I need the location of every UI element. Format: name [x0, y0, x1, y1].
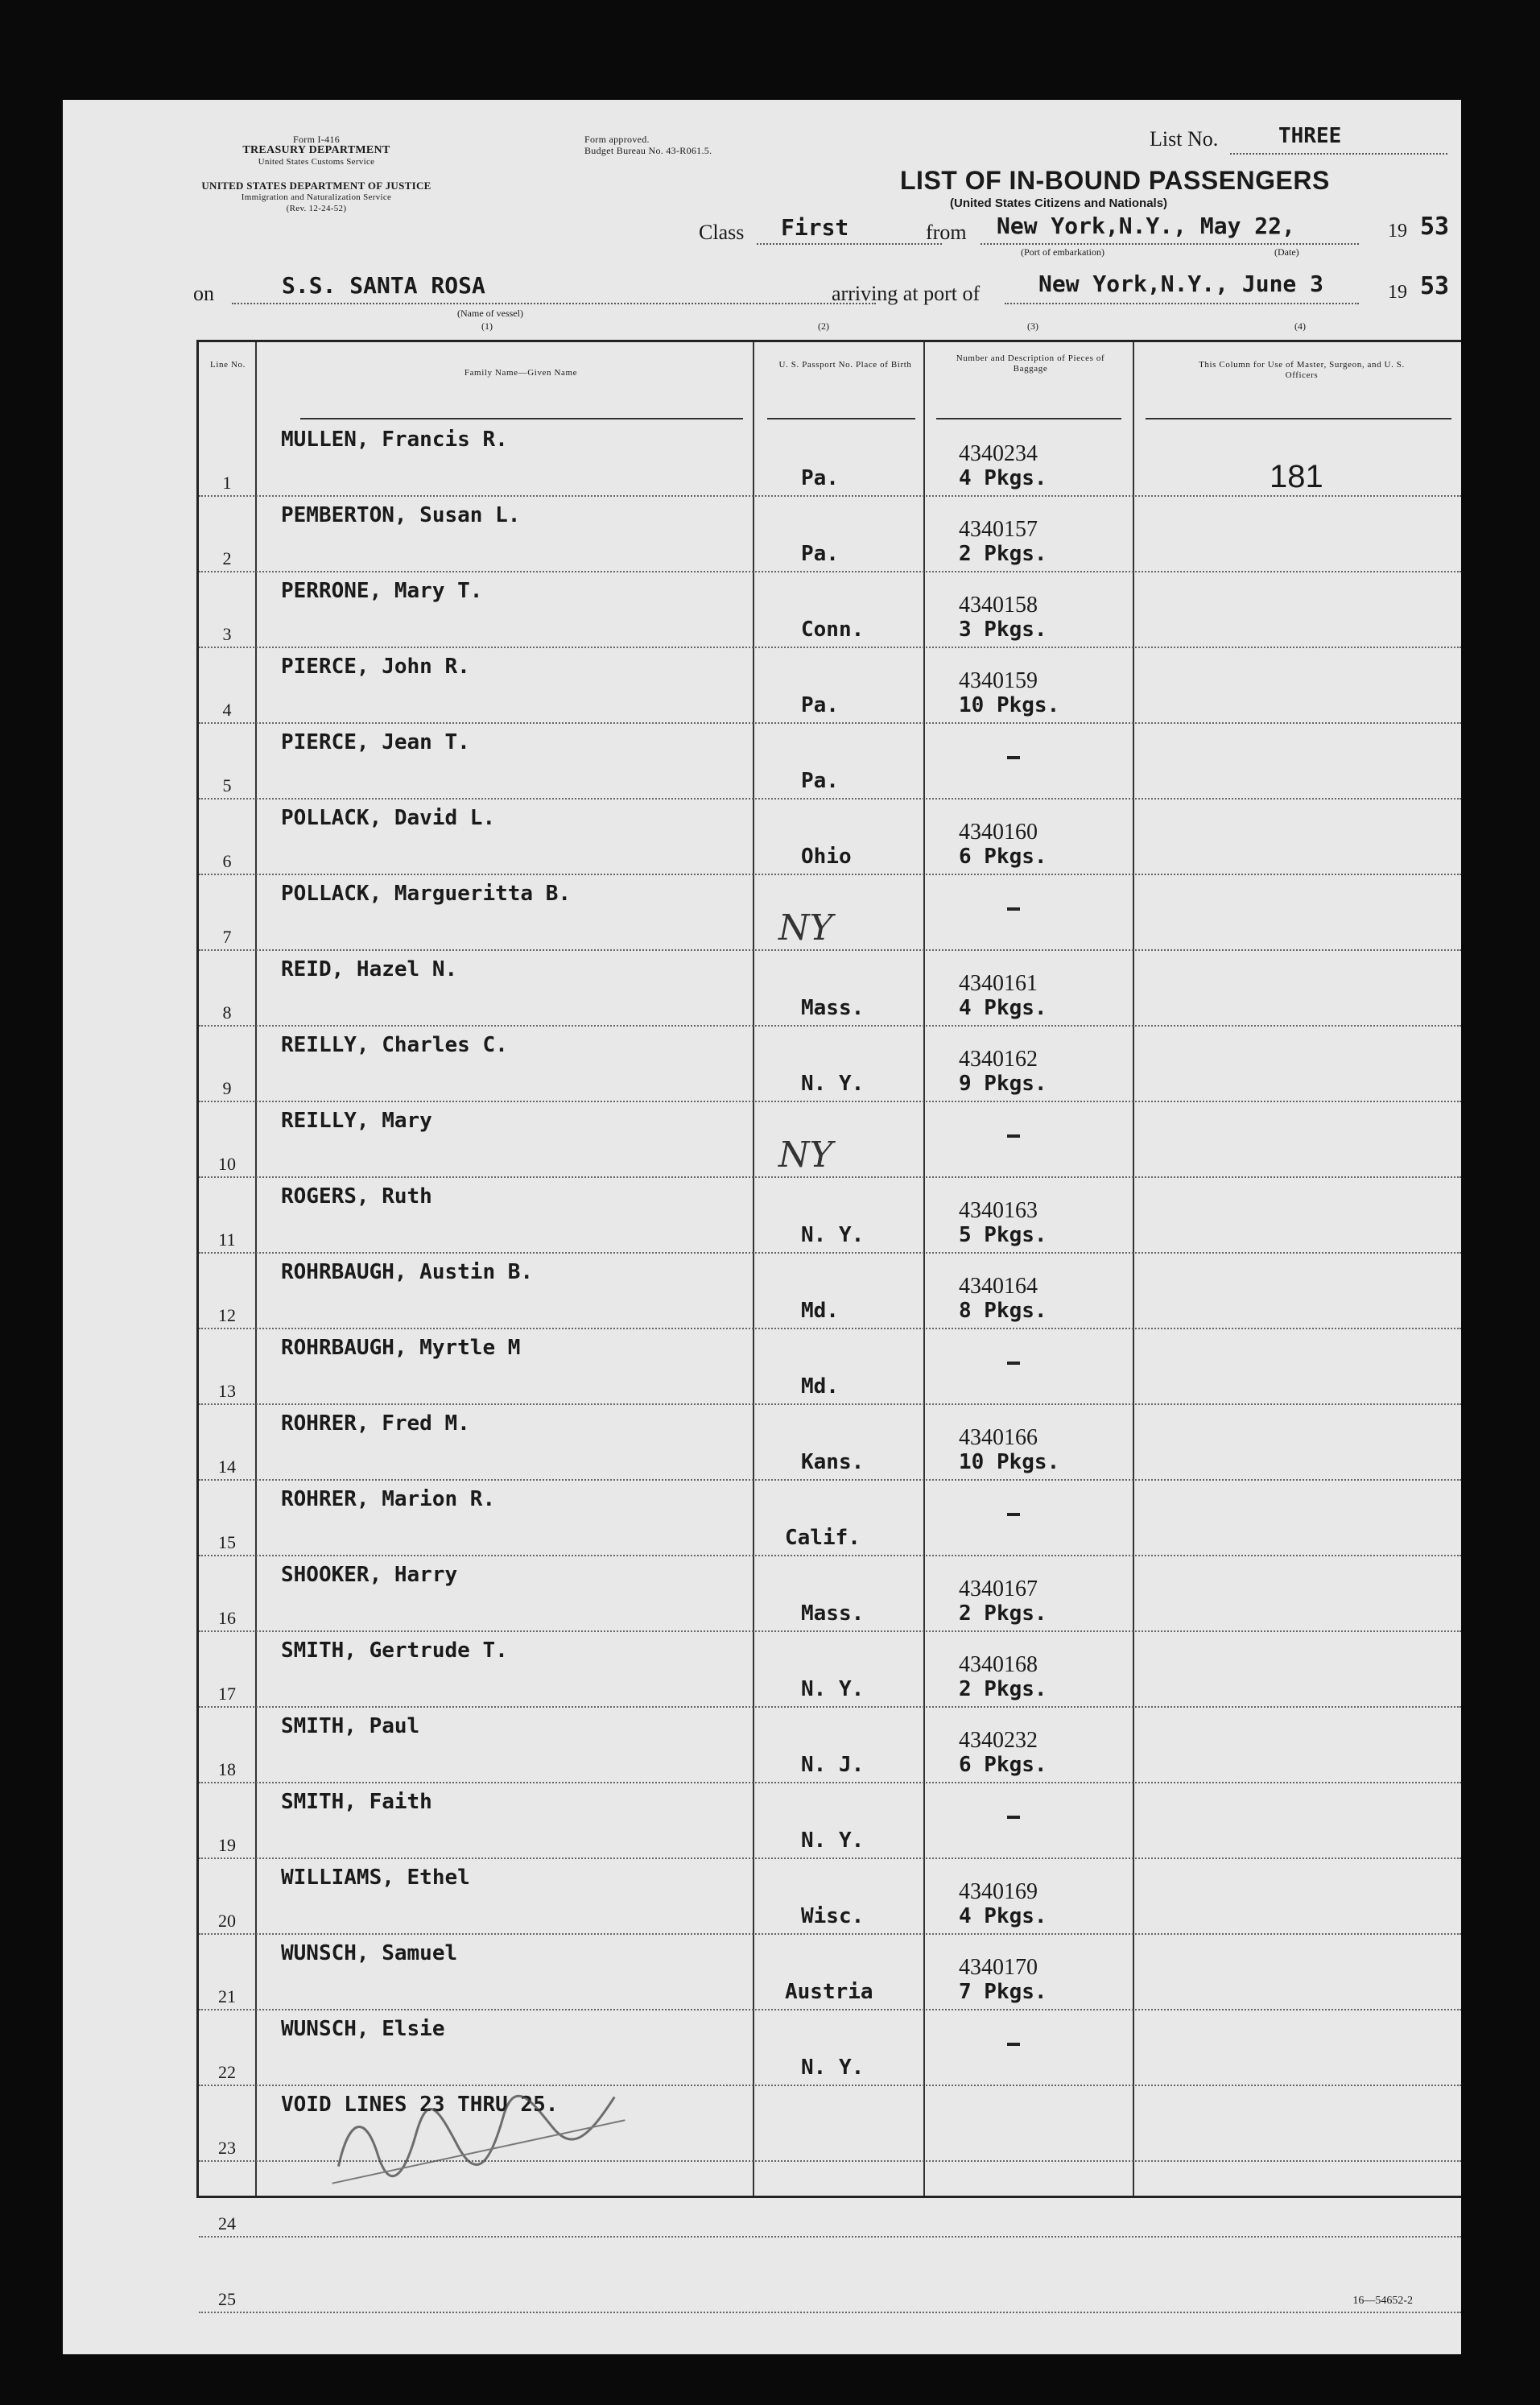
line-number: 20	[218, 1911, 236, 1931]
baggage-pieces: 2 Pkgs.	[959, 1601, 1047, 1626]
place-of-birth: N. Y.	[801, 1677, 865, 1701]
form-id-block	[224, 134, 409, 167]
passenger-name: VOID LINES 23 THRU 25.	[281, 2093, 559, 2117]
baggage-entry	[943, 972, 1152, 1020]
table-row	[199, 1027, 1461, 1102]
baggage-pieces: 8 Pkgs.	[959, 1299, 1047, 1323]
line-number: 15	[218, 1532, 236, 1552]
baggage-number: 4340232	[959, 1728, 1038, 1753]
baggage-entry	[943, 1956, 1152, 2004]
table-row	[199, 648, 1461, 724]
passenger-name: POLLACK, Margueritta B.	[281, 882, 572, 906]
baggage-pieces: 9 Pkgs.	[959, 1072, 1047, 1096]
table-row	[199, 1481, 1461, 1556]
col-header-baggage: Number and Description of Pieces of Baggage	[956, 353, 1105, 374]
baggage-entry	[943, 1275, 1152, 1323]
baggage-dash	[1007, 1513, 1020, 1516]
passenger-name: WUNSCH, Elsie	[281, 2017, 445, 2041]
class-line	[757, 243, 942, 245]
place-of-birth: Conn.	[801, 618, 865, 642]
from-line	[981, 243, 1359, 245]
vessel-caption: (Name of vessel)	[457, 308, 523, 319]
ins-text: Immigration and Naturalization Service	[241, 192, 392, 202]
page-subtitle: (United States Citizens and Nationals)	[950, 196, 1168, 210]
passenger-name: WUNSCH, Samuel	[281, 1941, 458, 1965]
baggage-number: 4340159	[959, 668, 1038, 693]
line-number: 5	[222, 775, 232, 795]
baggage-pieces: 6 Pkgs.	[959, 1753, 1047, 1777]
baggage-entry	[943, 1653, 1152, 1701]
table-row	[199, 800, 1461, 875]
list-no-line	[1230, 153, 1447, 155]
table-row	[199, 1329, 1461, 1405]
table-row	[199, 1783, 1461, 1859]
officer-note: 181	[1270, 459, 1323, 494]
col-header-line-no: Line No.	[210, 360, 246, 370]
line-number: 8	[222, 1002, 232, 1023]
line-number: 16	[218, 1608, 236, 1628]
passenger-name: MULLEN, Francis R.	[281, 428, 508, 452]
baggage-entry	[943, 1729, 1152, 1777]
baggage-dash	[1007, 1816, 1020, 1819]
baggage-pieces: 2 Pkgs.	[959, 542, 1047, 566]
table-row	[199, 1935, 1461, 2010]
table-row	[199, 2010, 1461, 2086]
line-number: 2	[222, 548, 232, 568]
passenger-name: ROHRBAUGH, Myrtle M	[281, 1336, 521, 1360]
baggage-pieces: 4 Pkgs.	[959, 466, 1047, 490]
table-row	[199, 951, 1461, 1027]
baggage-dash	[1007, 907, 1020, 911]
baggage-number: 4340164	[959, 1274, 1038, 1299]
header-rule	[300, 418, 743, 419]
table-row	[199, 572, 1461, 648]
line-number: 23	[218, 2138, 236, 2158]
passenger-manifest-page	[63, 100, 1461, 2354]
list-no-value: THREE	[1278, 124, 1342, 148]
line-number: 24	[218, 2213, 236, 2234]
line-number: 9	[222, 1078, 232, 1098]
line-number: 3	[222, 624, 232, 644]
passenger-name: WILLIAMS, Ethel	[281, 1866, 470, 1890]
baggage-number: 4340168	[959, 1652, 1038, 1677]
col-number-3: (3)	[1027, 320, 1038, 332]
place-of-birth: Kans.	[801, 1450, 865, 1474]
baggage-entry	[943, 1048, 1152, 1096]
line-number: 14	[218, 1457, 236, 1477]
place-of-birth: Austria	[785, 1980, 873, 2004]
line-number: 13	[218, 1381, 236, 1401]
date-caption: (Date)	[1274, 246, 1299, 258]
baggage-pieces: 5 Pkgs.	[959, 1223, 1047, 1247]
table-row	[199, 1405, 1461, 1481]
form-print-number: 16—54652-2	[1352, 2295, 1413, 2307]
arrival-line	[1005, 303, 1359, 304]
baggage-pieces: 10 Pkgs.	[959, 693, 1060, 717]
class-value: First	[781, 214, 849, 241]
place-of-birth: Ohio	[801, 845, 852, 869]
col-header-passport: U. S. Passport No. Place of Birth	[778, 360, 912, 370]
port-caption: (Port of embarkation)	[1021, 246, 1104, 258]
col-number-1: (1)	[481, 320, 493, 332]
baggage-entry	[943, 1880, 1152, 1928]
table-row	[199, 875, 1461, 951]
vessel-line	[232, 303, 876, 304]
baggage-number: 4340169	[959, 1879, 1038, 1904]
table-row	[199, 421, 1461, 497]
baggage-entry	[943, 1577, 1152, 1626]
row-dotted-rule	[199, 2312, 1461, 2313]
place-of-birth: N. J.	[801, 1753, 865, 1777]
baggage-dash	[1007, 2043, 1020, 2046]
place-of-birth: N. Y.	[801, 1072, 865, 1096]
passenger-name: REILLY, Mary	[281, 1109, 432, 1133]
table-row	[199, 724, 1461, 800]
place-of-birth: Md.	[801, 1299, 839, 1323]
baggage-entry	[943, 442, 1152, 490]
passenger-name: ROHRBAUGH, Austin B.	[281, 1260, 534, 1284]
baggage-number: 4340166	[959, 1425, 1038, 1450]
baggage-entry	[943, 518, 1152, 566]
place-of-birth: Pa.	[801, 542, 839, 566]
line-number: 4	[222, 700, 232, 720]
line-number: 19	[218, 1835, 236, 1855]
from-value: New York,N.Y., May 22,	[997, 213, 1295, 239]
baggage-number: 4340160	[959, 820, 1038, 845]
table-row	[199, 1556, 1461, 1632]
table-row	[199, 1178, 1461, 1254]
line-number: 1	[222, 473, 232, 493]
line-number: 25	[218, 2289, 236, 2309]
baggage-entry	[943, 1426, 1152, 1474]
handwritten-place-note: NY	[778, 1134, 833, 1176]
header-rule	[936, 418, 1121, 419]
line-number: 7	[222, 927, 232, 947]
line-number: 18	[218, 1759, 236, 1779]
passenger-name: POLLACK, David L.	[281, 806, 496, 830]
passenger-name: PIERCE, John R.	[281, 655, 470, 679]
passenger-name: ROHRER, Marion R.	[281, 1487, 496, 1511]
baggage-entry	[943, 593, 1152, 642]
baggage-number: 4340158	[959, 593, 1038, 618]
on-label: on	[193, 282, 214, 305]
from-label: from	[926, 221, 967, 244]
line-number: 11	[218, 1229, 236, 1250]
line-number: 10	[218, 1154, 236, 1174]
baggage-pieces: 4 Pkgs.	[959, 1904, 1047, 1928]
place-of-birth: Mass.	[801, 1601, 865, 1626]
baggage-dash	[1007, 1134, 1020, 1138]
passenger-name: ROHRER, Fred M.	[281, 1411, 470, 1436]
table-row	[199, 1102, 1461, 1178]
col-number-4: (4)	[1294, 320, 1306, 332]
place-of-birth: Calif.	[785, 1526, 861, 1550]
passenger-name: PERRONE, Mary T.	[281, 579, 483, 603]
place-of-birth: N. Y.	[801, 1223, 865, 1247]
page-title: LIST OF IN-BOUND PASSENGERS	[900, 166, 1330, 195]
arrival-year-prefix: 19	[1388, 282, 1407, 303]
baggage-entry	[943, 820, 1152, 869]
passenger-name: SMITH, Paul	[281, 1714, 420, 1738]
table-row	[199, 497, 1461, 572]
table-row	[199, 1632, 1461, 1708]
list-no-label: List No.	[1150, 127, 1219, 151]
baggage-number: 4340162	[959, 1047, 1038, 1072]
baggage-pieces: 3 Pkgs.	[959, 618, 1047, 642]
place-of-birth: Wisc.	[801, 1904, 865, 1928]
place-of-birth: Md.	[801, 1374, 839, 1399]
form-number-text: Form I-416	[293, 134, 340, 145]
line-number: 6	[222, 851, 232, 871]
treasury-text: TREASURY DEPARTMENT	[242, 144, 390, 156]
justice-text: UNITED STATES DEPARTMENT OF JUSTICE	[201, 180, 431, 192]
approval-block	[584, 134, 770, 156]
header-rule	[1146, 418, 1451, 419]
passenger-name: ROGERS, Ruth	[281, 1184, 432, 1209]
dept-block	[192, 180, 441, 214]
passenger-name: REILLY, Charles C.	[281, 1033, 508, 1057]
budget-bureau-text: Budget Bureau No. 43-R061.5.	[584, 145, 712, 156]
place-of-birth: Mass.	[801, 996, 865, 1020]
baggage-pieces: 4 Pkgs.	[959, 996, 1047, 1020]
class-label: Class	[699, 221, 745, 244]
line-number: 22	[218, 2062, 236, 2082]
baggage-entry	[943, 669, 1152, 717]
passenger-name: SHOOKER, Harry	[281, 1563, 458, 1587]
table-row	[199, 1254, 1461, 1329]
baggage-number: 4340170	[959, 1955, 1038, 1980]
baggage-number: 4340234	[959, 441, 1038, 466]
arriving-label: arriving at port of	[832, 282, 981, 305]
baggage-pieces: 7 Pkgs.	[959, 1980, 1047, 2004]
passenger-name: SMITH, Faith	[281, 1790, 432, 1814]
from-year-prefix: 19	[1388, 221, 1407, 242]
baggage-number: 4340163	[959, 1198, 1038, 1223]
place-of-birth: Pa.	[801, 769, 839, 793]
revision-text: (Rev. 12-24-52)	[286, 204, 347, 213]
vessel-name: S.S. SANTA ROSA	[282, 272, 485, 299]
col-header-officers: This Column for Use of Master, Surgeon, and U. S. Officers	[1199, 360, 1405, 380]
baggage-dash	[1007, 1362, 1020, 1365]
passenger-name: PIERCE, Jean T.	[281, 730, 470, 754]
table-row	[199, 2238, 1461, 2313]
from-year: 53	[1420, 213, 1450, 241]
baggage-number: 4340167	[959, 1576, 1038, 1601]
passenger-name: SMITH, Gertrude T.	[281, 1638, 508, 1663]
place-of-birth: Pa.	[801, 466, 839, 490]
baggage-dash	[1007, 756, 1020, 759]
baggage-number: 4340161	[959, 971, 1038, 996]
header-rule	[767, 418, 915, 419]
place-of-birth: N. Y.	[801, 2056, 865, 2080]
line-number: 21	[218, 1986, 236, 2006]
arrival-year: 53	[1420, 272, 1450, 300]
baggage-pieces: 2 Pkgs.	[959, 1677, 1047, 1701]
line-number: 12	[218, 1305, 236, 1325]
col-number-2: (2)	[818, 320, 829, 332]
handwritten-place-note: NY	[778, 907, 833, 948]
place-of-birth: N. Y.	[801, 1829, 865, 1853]
passenger-name: REID, Hazel N.	[281, 957, 458, 981]
baggage-pieces: 10 Pkgs.	[959, 1450, 1060, 1474]
baggage-number: 4340157	[959, 517, 1038, 542]
table-row	[199, 1859, 1461, 1935]
passenger-name: PEMBERTON, Susan L.	[281, 503, 521, 527]
place-of-birth: Pa.	[801, 693, 839, 717]
approval-text: Form approved.	[584, 134, 650, 145]
table-row	[199, 1708, 1461, 1783]
line-number: 17	[218, 1684, 236, 1704]
baggage-entry	[943, 1199, 1152, 1247]
col-header-name: Family Name—Given Name	[464, 368, 578, 378]
customs-text: United States Customs Service	[258, 157, 375, 167]
arrival-value: New York,N.Y., June 3	[1038, 271, 1324, 297]
baggage-pieces: 6 Pkgs.	[959, 845, 1047, 869]
